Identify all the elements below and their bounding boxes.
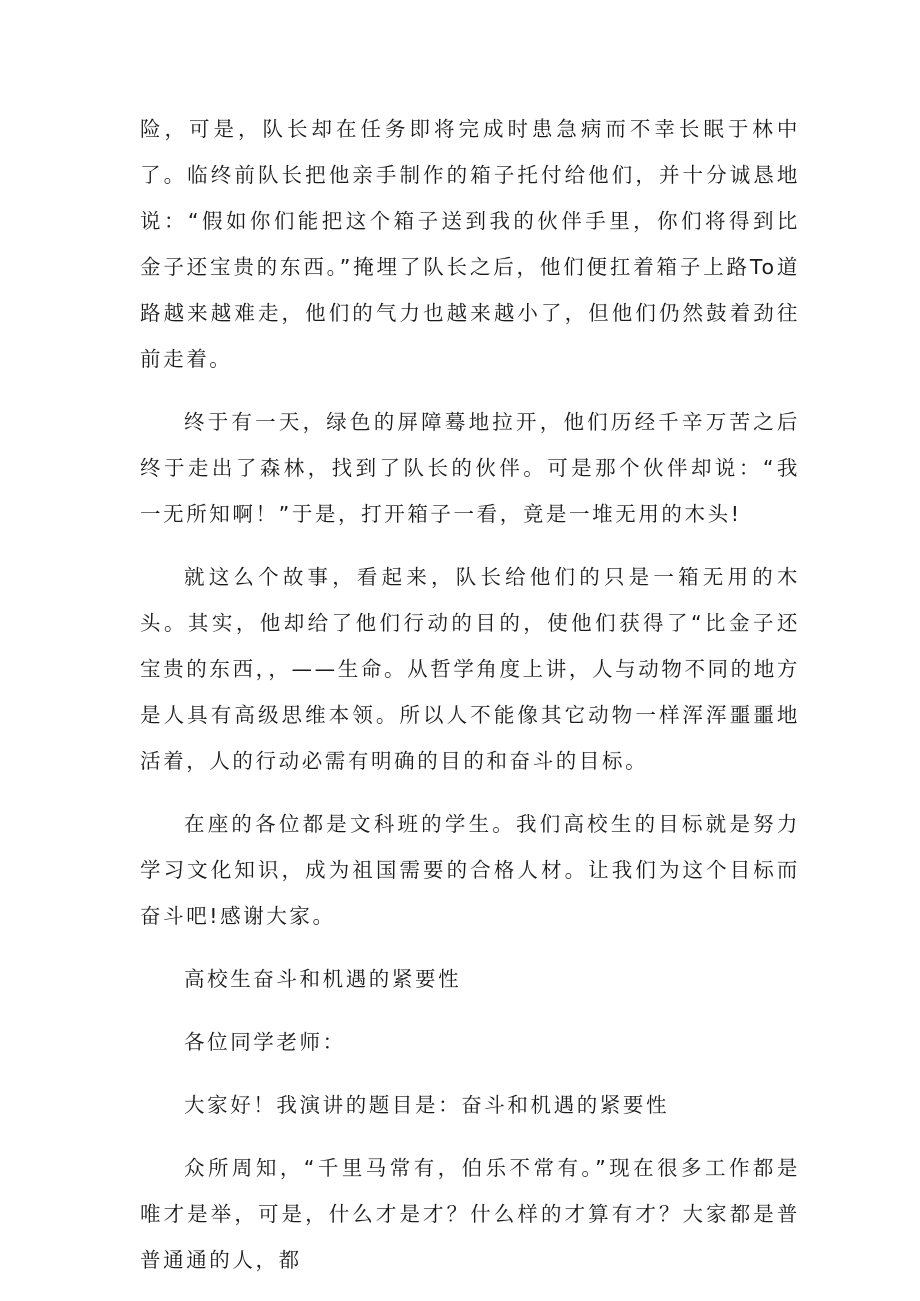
speech-title: 高校生奋斗和机遇的紧要性 — [184, 967, 462, 991]
speech-salutation: 各位同学老师： — [184, 1030, 346, 1054]
paragraph-gap — [140, 784, 800, 801]
document-body — [140, 106, 800, 1283]
paragraph-gap — [140, 1002, 800, 1019]
paragraph-gap — [140, 537, 800, 554]
paragraph-gap — [140, 382, 800, 399]
paragraph-gap — [140, 1065, 800, 1082]
paragraph-forest-exit: 终于有一天，绿色的屏障蓦地拉开，他们历经千辛万苦之后终于走出了森林，找到了队长的伙伴。可是那个伙伴却说：“我一无所知啊！”于是，打开箱子一看，竟是一堆无用的木头! — [140, 410, 800, 526]
paragraph-story-meaning: 就这么个故事，看起来，队长给他们的只是一箱无用的木头。其实，他却给了他们行动的目的，使他们获得了“比金子还宝贵的东西，，——生命。从哲学角度上讲，人与动物不同的地方是人具有高级思维本领。所以人不能像其它动物一样浑浑噩噩地活着，人的行动必需有明确的目的和奋斗的目标。 — [140, 565, 800, 773]
paragraph-story-continued: 险，可是，队长却在任务即将完成时患急病而不幸长眠于林中了。临终前队长把他亲手制作的箱子托付给他们，并十分诚恳地说：“假如你们能把这个箱子送到我的伙伴手里，你们将得到比金子还宝贵的东西。”掩埋了队长之后，他们便扛着箱子上路To道路越来越难走，他们的气力也越来越小了，但他们仍然鼓着劲往前走着。 — [140, 117, 800, 371]
paragraph-talent: 众所周知，“千里马常有，伯乐不常有。”现在很多工作都是唯才是举，可是，什么才是才？什么样的才算有才？大家都是普普通通的人，都 — [140, 1156, 800, 1272]
paragraph-gap — [140, 1128, 800, 1145]
speech-opening: 大家好！我演讲的题目是：奋斗和机遇的紧要性 — [184, 1093, 670, 1117]
paragraph-closing: 在座的各位都是文科班的学生。我们高校生的目标就是努力学习文化知识，成为祖国需要的合格人材。让我们为这个目标而奋斗吧!感谢大家。 — [140, 812, 800, 928]
paragraph-gap — [140, 939, 800, 956]
